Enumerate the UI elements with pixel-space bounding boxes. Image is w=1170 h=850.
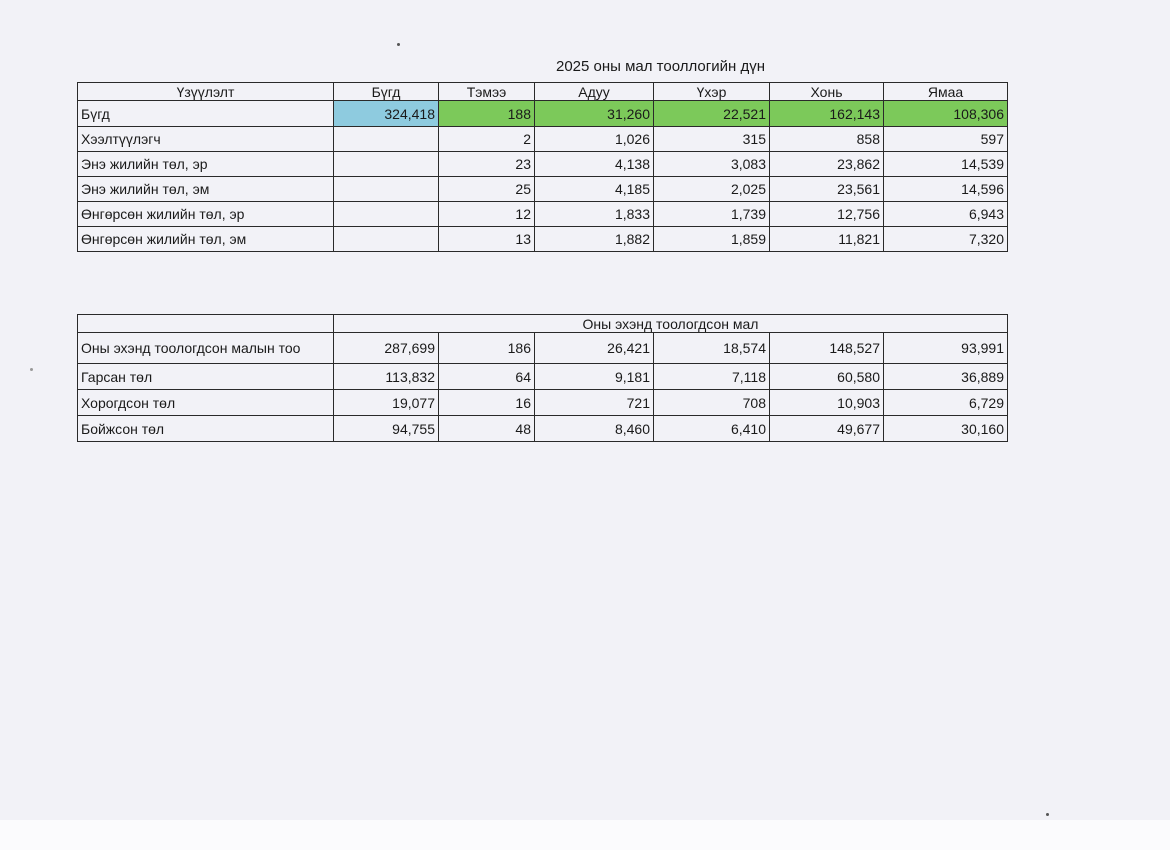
column-header: Ямаа — [884, 83, 1008, 101]
row-label: Оны эхэнд тоологдсон малын тоо — [78, 333, 334, 364]
row-label: Энэ жилийн төл, эр — [78, 152, 334, 177]
table-cell: 22,521 — [654, 101, 770, 127]
table-cell: 1,882 — [535, 227, 654, 252]
table-cell: 26,421 — [535, 333, 654, 364]
table-cell: 1,859 — [654, 227, 770, 252]
table-cell: 13 — [439, 227, 535, 252]
row-label: Өнгөрсөн жилийн төл, эр — [78, 202, 334, 227]
table-cell: 11,821 — [770, 227, 884, 252]
table-cell — [334, 227, 439, 252]
table-cell: 4,138 — [535, 152, 654, 177]
table-cell: 2 — [439, 127, 535, 152]
table-row — [78, 202, 1008, 227]
start-of-year-count-table — [77, 314, 1008, 442]
table-cell: 93,991 — [884, 333, 1008, 364]
table-cell: 108,306 — [884, 101, 1008, 127]
table-cell: 162,143 — [770, 101, 884, 127]
table-cell: 30,160 — [884, 416, 1008, 442]
row-label: Бойжсон төл — [78, 416, 334, 442]
column-header: Хонь — [770, 83, 884, 101]
table-cell: 23,862 — [770, 152, 884, 177]
table-cell: 7,320 — [884, 227, 1008, 252]
table-cell: 19,077 — [334, 390, 439, 416]
table-cell: 708 — [654, 390, 770, 416]
page-bottom-strip — [0, 820, 1170, 850]
table-row — [78, 364, 1008, 390]
table-cell: 25 — [439, 177, 535, 202]
column-header: Бүгд — [334, 83, 439, 101]
table-cell: 36,889 — [884, 364, 1008, 390]
group-header: Оны эхэнд тоологдсон мал — [334, 315, 1008, 333]
table-cell — [334, 127, 439, 152]
table-cell: 4,185 — [535, 177, 654, 202]
row-label: Бүгд — [78, 101, 334, 127]
table-cell: 8,460 — [535, 416, 654, 442]
row-label: Энэ жилийн төл, эм — [78, 177, 334, 202]
table-header-row — [78, 315, 1008, 333]
table-row — [78, 177, 1008, 202]
table-row — [78, 127, 1008, 152]
table-cell: 23 — [439, 152, 535, 177]
page-title: 2025 оны мал тооллогийн дүн — [556, 58, 765, 75]
table-cell: 7,118 — [654, 364, 770, 390]
row-label: Хорогдсон төл — [78, 390, 334, 416]
column-header: Үзүүлэлт — [78, 83, 334, 101]
table-cell: 94,755 — [334, 416, 439, 442]
table-row — [78, 333, 1008, 364]
table-cell: 31,260 — [535, 101, 654, 127]
table-row — [78, 227, 1008, 252]
table-cell: 287,699 — [334, 333, 439, 364]
table-cell: 6,729 — [884, 390, 1008, 416]
table-cell: 16 — [439, 390, 535, 416]
table-cell: 14,539 — [884, 152, 1008, 177]
table-cell: 49,677 — [770, 416, 884, 442]
scan-speck — [1046, 813, 1049, 816]
table-cell: 858 — [770, 127, 884, 152]
table-cell: 721 — [535, 390, 654, 416]
row-label: Өнгөрсөн жилийн төл, эм — [78, 227, 334, 252]
table-cell: 1,833 — [535, 202, 654, 227]
table-cell: 12 — [439, 202, 535, 227]
table-cell: 9,181 — [535, 364, 654, 390]
table-cell — [334, 202, 439, 227]
table-row — [78, 416, 1008, 442]
table-row — [78, 101, 1008, 127]
table-header-row — [78, 83, 1008, 101]
row-label: Хээлтүүлэгч — [78, 127, 334, 152]
table-cell: 6,943 — [884, 202, 1008, 227]
table-cell: 3,083 — [654, 152, 770, 177]
table-cell: 10,903 — [770, 390, 884, 416]
table-row — [78, 390, 1008, 416]
table-cell: 1,739 — [654, 202, 770, 227]
table-cell: 6,410 — [654, 416, 770, 442]
table-cell: 23,561 — [770, 177, 884, 202]
table-cell — [334, 152, 439, 177]
column-header: Тэмээ — [439, 83, 535, 101]
table-cell — [334, 177, 439, 202]
table-cell: 1,026 — [535, 127, 654, 152]
scan-speck — [397, 43, 400, 46]
empty-header-cell — [78, 315, 334, 333]
table-cell: 315 — [654, 127, 770, 152]
table-cell: 12,756 — [770, 202, 884, 227]
table-row — [78, 152, 1008, 177]
table-cell: 48 — [439, 416, 535, 442]
table-cell: 186 — [439, 333, 535, 364]
table-cell: 597 — [884, 127, 1008, 152]
table-cell: 18,574 — [654, 333, 770, 364]
scan-speck — [30, 368, 33, 371]
row-label: Гарсан төл — [78, 364, 334, 390]
table-cell: 64 — [439, 364, 535, 390]
table-cell: 60,580 — [770, 364, 884, 390]
livestock-summary-table — [77, 82, 1008, 252]
table-cell: 14,596 — [884, 177, 1008, 202]
column-header: Үхэр — [654, 83, 770, 101]
table-cell: 188 — [439, 101, 535, 127]
table-cell: 2,025 — [654, 177, 770, 202]
table-cell: 113,832 — [334, 364, 439, 390]
table-cell: 148,527 — [770, 333, 884, 364]
table-cell: 324,418 — [334, 101, 439, 127]
column-header: Адуу — [535, 83, 654, 101]
